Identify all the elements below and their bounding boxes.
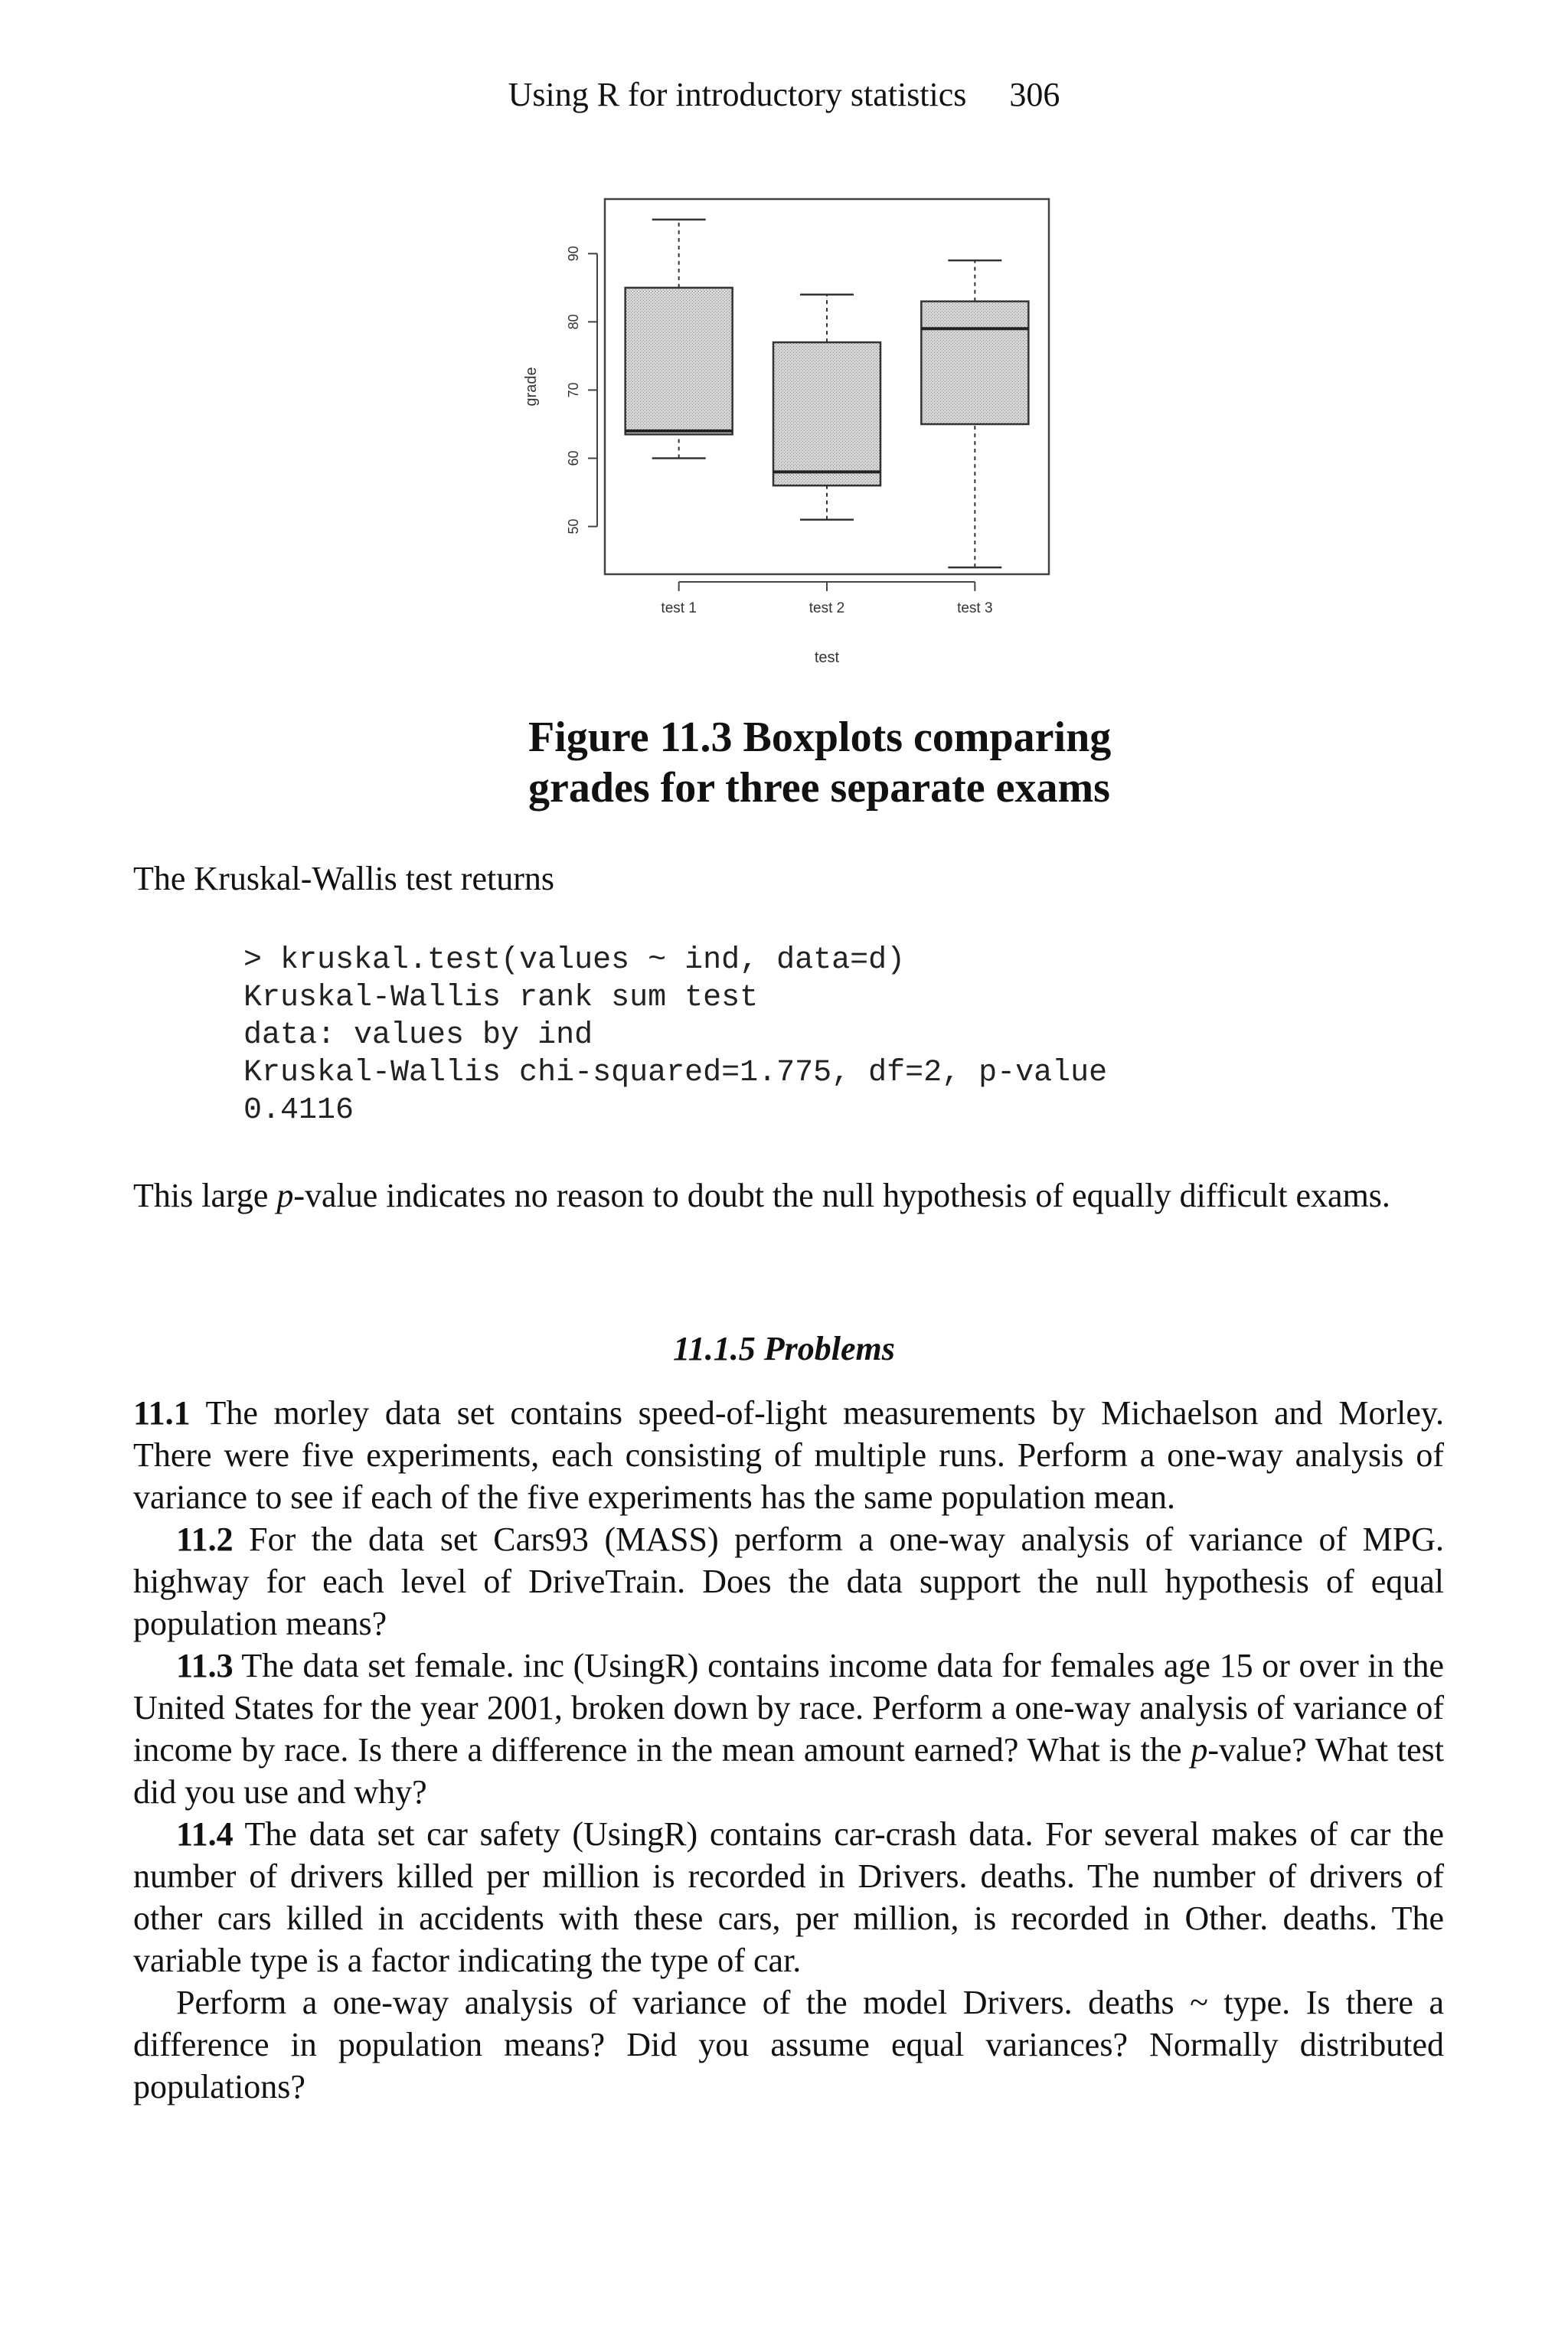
box-test-2	[773, 295, 880, 520]
x-axis-label: test	[814, 649, 840, 666]
code-line: data: values by ind	[243, 1018, 593, 1053]
figure-caption	[528, 712, 1217, 813]
problem-text: For the data set Cars93 (MASS) perform a one-way analysis of variance of MPG. highway for each level of DriveTrain. Does the data support the null hypothesis of equal population means?	[133, 1521, 1444, 1642]
code-line: Kruskal-Wallis chi-squared=1.775, df=2, p-value	[243, 1056, 1108, 1090]
problem-11-4	[133, 1813, 1444, 1981]
y-tick-label: 70	[566, 382, 581, 398]
intro-paragraph: The Kruskal-Wallis test returns	[133, 860, 554, 897]
problem-number: 11.4	[176, 1815, 234, 1853]
caption-line-2: grades for three separate exams	[528, 764, 1110, 812]
problem-11-3	[133, 1645, 1444, 1813]
iqr-box	[626, 288, 733, 435]
result-text-italic: p	[276, 1177, 294, 1214]
code-line: Kruskal-Wallis rank sum test	[243, 981, 759, 1015]
final-paragraph: Perform a one-way analysis of variance of the model Drivers. deaths ~ type. Is there a difference in population means? Did you assume equal variances? Normally distributed populations?	[133, 1984, 1444, 2105]
y-axis	[566, 246, 597, 534]
problem-11-1	[133, 1392, 1444, 1518]
result-text-before: This large	[133, 1177, 277, 1214]
iqr-box	[921, 302, 1028, 424]
x-axis	[661, 582, 992, 616]
y-axis-label: grade	[523, 367, 540, 407]
x-tick-label: test 2	[808, 600, 845, 616]
page-number: 306	[1009, 76, 1060, 113]
y-tick-label: 90	[566, 246, 581, 262]
box-test-3	[921, 260, 1028, 567]
result-paragraph	[133, 1174, 1444, 1217]
problem-text-italic: p	[1191, 1731, 1208, 1769]
problem-number: 11.3	[176, 1647, 234, 1684]
section-title: 11.1.5 Problems	[673, 1330, 895, 1367]
code-line: > kruskal.test(values ~ ind, data=d)	[243, 943, 906, 978]
running-header	[0, 74, 1568, 116]
y-tick-label: 50	[566, 518, 581, 534]
box-test-1	[626, 220, 733, 459]
problem-text: The data set female. inc (UsingR) contains income data for females age 15 or over in the United States for the year 2001, broken down by race. Perform a one-way analysis of variance of income by race. Is there a difference in the mean amount earned? What is the	[133, 1647, 1444, 1769]
code-line: 0.4116	[243, 1093, 354, 1128]
result-text-after: -value indicates no reason to doubt the null hypothesis of equally difficult exams.	[293, 1177, 1390, 1214]
x-tick-label: test 1	[661, 600, 697, 616]
boxes	[626, 220, 1029, 567]
problem-11-2	[133, 1518, 1444, 1645]
x-tick-label: test 3	[957, 600, 993, 616]
problem-text: The morley data set contains speed-of-light measurements by Michaelson and Morley. There were five experiments, each consisting of multiple runs. Perform a one-way analysis of variance to see if each of the five experiments has the same population mean.	[133, 1394, 1444, 1516]
problem-text: The data set car safety (UsingR) contains car-crash data. For several makes of car the number of drivers killed per million is recorded in Drivers. deaths. The number of drivers of other cars killed in accidents with these cars, per million, is recorded in Other. deaths. The variable type is a factor indicating the type of car.	[133, 1815, 1444, 1979]
problems-list	[133, 1392, 1444, 2108]
problem-text: -value? What test did you use and why?	[133, 1731, 1444, 1811]
header-title: Using R for introductory statistics	[508, 76, 967, 113]
code-block	[243, 942, 1468, 1129]
problem-number: 11.1	[133, 1394, 191, 1432]
caption-line-1: Figure 11.3 Boxplots comparing	[528, 714, 1112, 761]
y-tick-label: 80	[566, 314, 581, 330]
y-tick-label: 60	[566, 450, 581, 466]
problem-number: 11.2	[176, 1521, 234, 1558]
boxplot-figure	[505, 184, 1087, 689]
iqr-box	[773, 342, 880, 485]
